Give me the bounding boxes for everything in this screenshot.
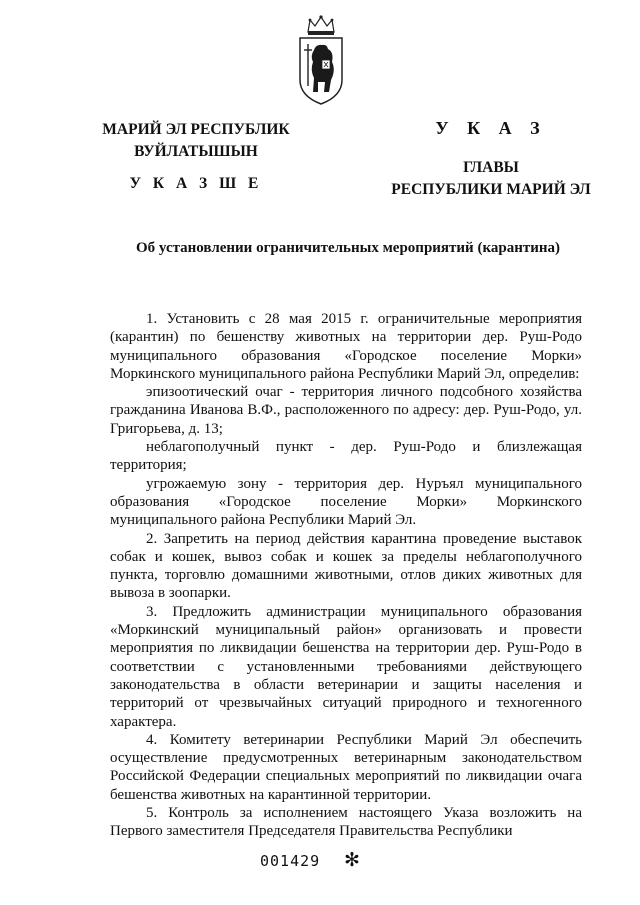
paragraph-1: 1. Установить с 28 мая 2015 г. ограничительные мероприятия (карантин) по бешенству животных на территории дер. Руш-Родо муниципального образования «Городское поселение Морки» Моркинского муниципального района Республики Марий Эл, определив: bbox=[110, 311, 582, 382]
coat-of-arms-emblem bbox=[296, 14, 346, 106]
header-russian bbox=[356, 117, 626, 201]
paragraph-epizootic-focus: эпизоотический очаг - территория личного подсобного хозяйства гражданина Иванова В.Ф., расположенного по адресу: дер. Руш-Родо, ул. Григорьева, д. 13; bbox=[110, 384, 582, 437]
header-right-line2: ГЛАВЫ bbox=[463, 159, 519, 176]
paragraph-5: 5. Контроль за исполнением настоящего Указа возложить на Первого заместителя Председателя Правительства Республики bbox=[110, 805, 582, 840]
header-right-line3: РЕСПУБЛИКИ МАРИЙ ЭЛ bbox=[391, 181, 591, 198]
document-number: 001429 bbox=[260, 852, 321, 870]
paragraph-4: 4. Комитету ветеринарии Республики Марий Эл обеспечить осуществление предусмотренных ветеринарным законодательством Российской Федерации специальных мероприятий по ликвидации очага бешенства животных на карантинной территории. bbox=[110, 731, 582, 803]
paragraph-3: 3. Предложить администрации муниципального образования «Моркинский муниципальный район» организовать и провести мероприятия по ликвидации бешенства на территории дер. Руш-Родо в соответствии с установленными требованиями действующего законодательства в области ветеринарии и защиты населения и территорий от чрезвычайных ситуаций природного и техногенного характера. bbox=[110, 603, 582, 730]
document-title: Об установлении ограничительных мероприятий (карантина) bbox=[135, 240, 560, 256]
header-left-line2: ВУЙЛАТЫШЫН bbox=[134, 143, 258, 160]
header-mari bbox=[98, 119, 294, 195]
paragraph-unfavorable-point: неблагополучный пункт - дер. Руш-Родо и близлежащая территория; bbox=[110, 439, 582, 474]
paragraph-threatened-zone: угрожаемую зону - территория дер. Нуръял муниципального образования «Городское поселение Морки» Моркинского муниципального района Республики Марий Эл. bbox=[110, 475, 582, 529]
header-right-line1: У К А З bbox=[435, 118, 547, 138]
asterisk-mark: ✻ bbox=[344, 850, 360, 871]
header-left-line3: У К А З Ш Е bbox=[129, 175, 263, 192]
header-left-line1: МАРИЙ ЭЛ РЕСПУБЛИК bbox=[102, 121, 290, 138]
document-body bbox=[110, 310, 582, 841]
paragraph-2: 2. Запретить на период действия карантина проведение выставок собак и кошек, вывоз собак и кошек за пределы неблагополучного пункта, торговлю домашними животными, отлов диких животных для вывоза в зоопарки. bbox=[110, 530, 582, 602]
